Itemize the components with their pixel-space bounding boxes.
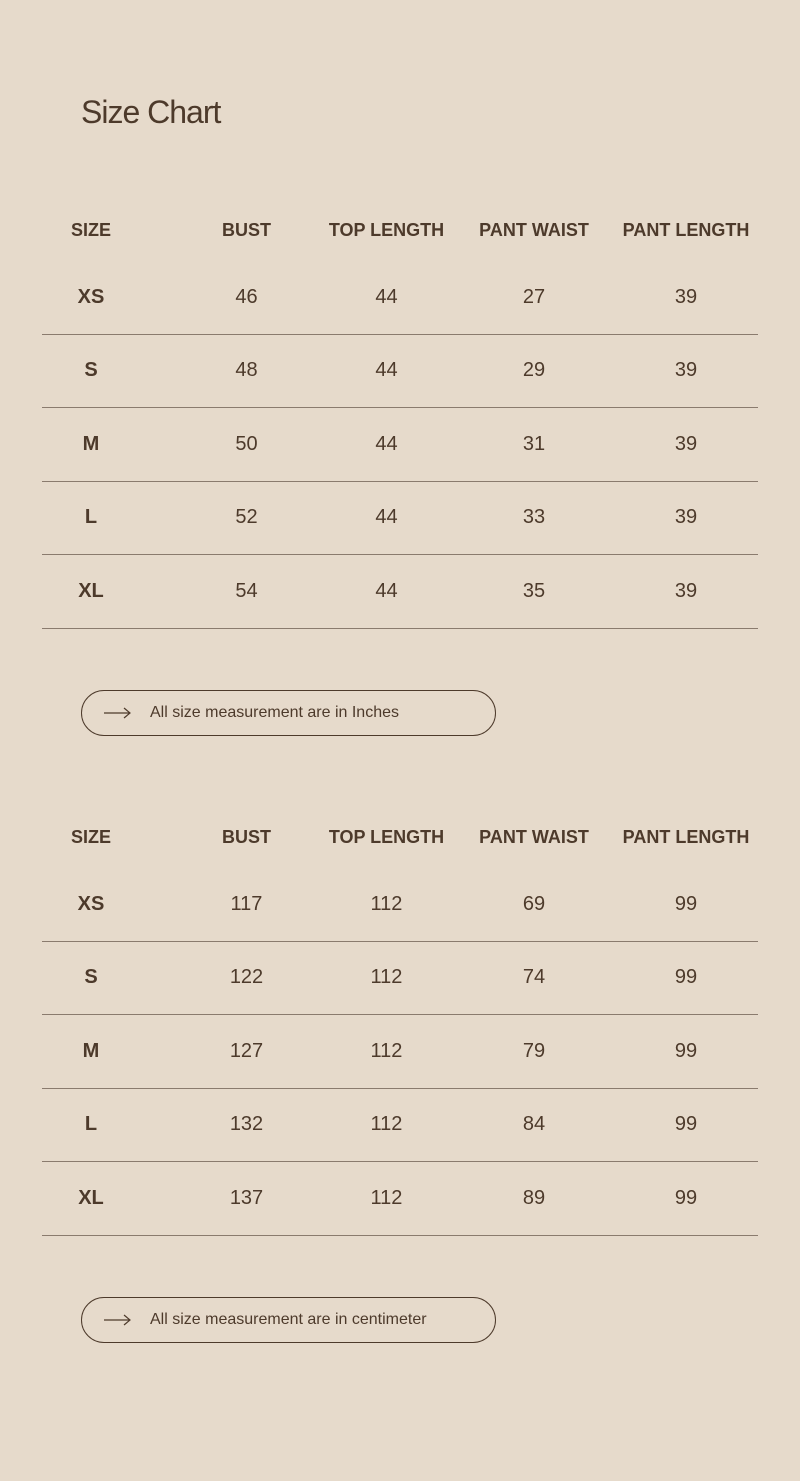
top-length-cell: 44 [375,432,398,455]
bust-cell: 46 [235,285,258,308]
bust-cell: 52 [235,506,258,529]
table-row [42,335,758,409]
column-header-size: SIZE [70,220,111,240]
table-row [42,482,758,556]
unit-note-text: All size measurement are in Inches [150,704,399,721]
column-header-pant-length: PANT LENGTH [622,827,750,847]
pant-waist-cell: 31 [522,432,546,455]
pant-length-cell: 39 [674,359,698,382]
table-row [42,942,758,1016]
column-header-top-length: TOP LENGTH [328,827,445,847]
pant-waist-cell: 69 [522,892,546,915]
page-title: Size Chart [81,94,221,130]
pant-length-cell: 39 [674,506,698,529]
table-row [42,408,758,482]
arrow-right-icon [104,1314,132,1326]
pant-length-cell: 39 [674,285,698,308]
pant-waist-cell: 29 [522,359,546,382]
size-cell: L [84,1113,98,1136]
pant-waist-cell: 35 [522,579,546,602]
size-cell: XS [77,285,105,308]
pant-waist-cell: 89 [522,1186,546,1209]
pant-waist-cell: 84 [522,1113,546,1136]
pant-length-cell: 99 [674,892,698,915]
size-table-inches [42,200,758,629]
pant-length-cell: 99 [674,1113,698,1136]
bust-cell: 137 [229,1186,264,1209]
size-table-centimeter [42,807,758,1236]
size-cell: S [84,359,98,382]
top-length-cell: 112 [370,892,403,915]
size-cell: XL [78,579,104,602]
bust-cell: 117 [230,892,263,915]
table-row [42,1162,758,1236]
top-length-cell: 112 [370,1039,403,1062]
pant-waist-cell: 74 [522,966,546,989]
bust-cell: 54 [235,579,258,602]
table-header [42,200,758,261]
column-header-pant-waist: PANT WAIST [479,220,589,240]
top-length-cell: 44 [375,506,398,529]
unit-note-text: All size measurement are in centimeter [150,1311,427,1328]
column-header-bust: BUST [222,827,271,847]
pant-length-cell: 99 [674,966,698,989]
size-cell: L [84,506,98,529]
size-cell: XS [77,892,105,915]
bust-cell: 122 [229,966,264,989]
table-header [42,807,758,868]
column-header-pant-length: PANT LENGTH [622,220,750,240]
column-header-size: SIZE [70,827,111,847]
table-row [42,555,758,629]
size-cell: XL [78,1186,104,1209]
table-row [42,1015,758,1089]
bust-cell: 48 [235,359,258,382]
pant-length-cell: 99 [674,1039,698,1062]
top-length-cell: 44 [375,359,398,382]
pant-waist-cell: 33 [522,506,546,529]
pant-length-cell: 99 [674,1186,698,1209]
arrow-right-icon [104,707,132,719]
top-length-cell: 112 [370,966,403,989]
size-cell: M [82,1039,100,1062]
top-length-cell: 44 [375,579,398,602]
table-row [42,261,758,335]
top-length-cell: 112 [370,1113,403,1136]
unit-note-centimeter [81,1297,496,1343]
top-length-cell: 112 [370,1186,403,1209]
pant-waist-cell: 79 [522,1039,546,1062]
pant-length-cell: 39 [674,579,698,602]
column-header-top-length: TOP LENGTH [328,220,445,240]
column-header-pant-waist: PANT WAIST [479,827,589,847]
table-row [42,868,758,942]
column-header-bust: BUST [222,220,271,240]
bust-cell: 127 [229,1039,264,1062]
pant-waist-cell: 27 [522,285,546,308]
size-cell: S [84,966,98,989]
table-row [42,1089,758,1163]
size-cell: M [82,432,100,455]
top-length-cell: 44 [375,285,398,308]
pant-length-cell: 39 [674,432,698,455]
bust-cell: 132 [229,1113,264,1136]
bust-cell: 50 [235,432,258,455]
unit-note-inches [81,690,496,736]
